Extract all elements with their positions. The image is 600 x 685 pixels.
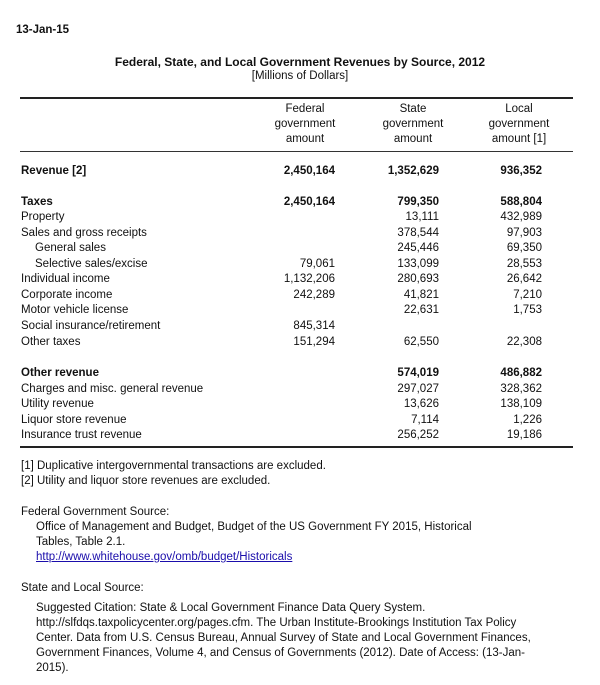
table-row: Sales and gross receipts 378,544 97,903	[21, 227, 542, 239]
column-header-local: Local government amount [1]	[488, 103, 550, 145]
table-row: General sales 245,446 69,350	[35, 242, 542, 254]
table-row: Utility revenue 13,626 138,109	[21, 398, 542, 410]
table-row: Motor vehicle license 22,631 1,753	[21, 304, 542, 316]
state-local-source-body: Suggested Citation: State & Local Government Finance Data Query System. http://slfdqs.taxpolicycenter.org/pages.cfm. The Urban Institute-Brookings Institution Tax Policy Center. Data from U.S. Census Bureau, Annual Survey of State and Local Government Finances, Government Finances, Volume 4, and Census of Governments (2012). Date of Access: (13-Jan- 2015).	[36, 602, 531, 674]
table-row: Other taxes 151,294 62,550 22,308	[21, 336, 542, 348]
table-row: Social insurance/retirement 845,314	[21, 320, 335, 332]
table-row: Individual income 1,132,206 280,693 26,642	[21, 273, 542, 285]
table-row: Charges and misc. general revenue 297,027 328,362	[21, 383, 542, 395]
table-row: Selective sales/excise 79,061 133,099 28,553	[35, 258, 542, 270]
federal-source-body: Office of Management and Budget, Budget of the US Government FY 2015, Historical Tables, Table 2.1. http://www.whitehouse.gov/omb/budget/Historicals	[36, 521, 472, 563]
table-row: Other revenue 574,019 486,882	[21, 367, 542, 379]
column-header-state: State government amount	[382, 103, 444, 145]
table-row: Liquor store revenue 7,114 1,226	[21, 414, 542, 426]
table-title: Federal, State, and Local Government Revenues by Source, 2012	[114, 55, 486, 69]
top-rule	[20, 97, 573, 99]
column-header-federal: Federal government amount	[274, 103, 336, 145]
table-row: Corporate income 242,289 41,821 7,210	[21, 289, 542, 301]
table-subtitle: [Millions of Dollars]	[251, 70, 349, 82]
federal-source-heading: Federal Government Source:	[21, 506, 170, 518]
header-rule	[20, 151, 573, 152]
table-row: Taxes 2,450,164 799,350 588,804	[21, 196, 542, 208]
table-row: Revenue [2] 2,450,164 1,352,629 936,352	[21, 165, 542, 177]
footnote-2: [2] Utility and liquor store revenues are excluded.	[21, 475, 271, 487]
table-row: Property 13,111 432,989	[21, 211, 542, 223]
report-date: 13-Jan-15	[16, 24, 70, 36]
state-local-source-heading: State and Local Source:	[21, 582, 144, 594]
federal-source-link[interactable]: http://www.whitehouse.gov/omb/budget/Historicals	[36, 551, 293, 563]
table-row: Insurance trust revenue 256,252 19,186	[21, 429, 542, 441]
footnotes	[21, 459, 326, 489]
footnote-1: [1] Duplicative intergovernmental transactions are excluded.	[21, 460, 326, 472]
bottom-rule	[20, 446, 573, 448]
